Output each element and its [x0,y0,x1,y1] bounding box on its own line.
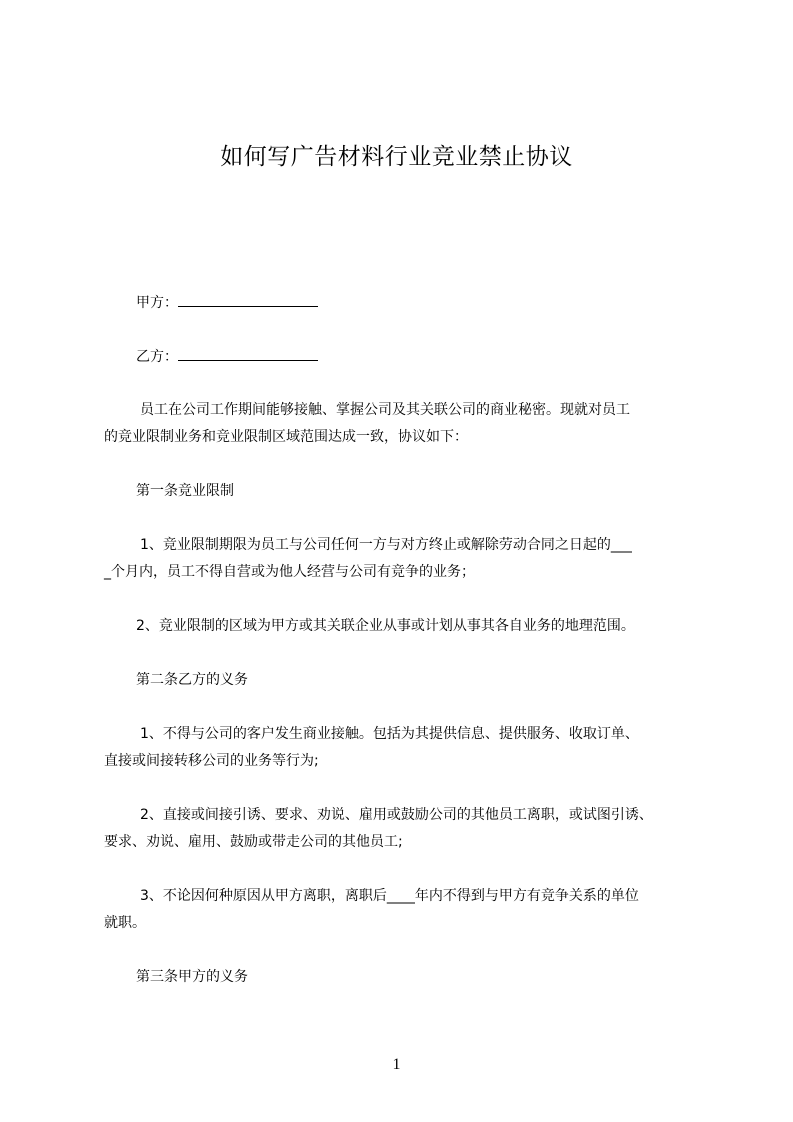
article-2-item-2-line-1: 2、直接或间接引诱、要求、劝说、雇用或鼓励公司的其他员工离职，或试图引诱、 [140,807,653,823]
document-title: 如何写广告材料行业竞业禁止协议 [220,144,573,170]
party-b-line [136,346,318,366]
article-2-heading: 第二条乙方的义务 [136,672,248,688]
party-b-blank [178,346,318,361]
article-2-item-3-line-1: 3、不论因何种原因从甲方离职，离职后____年内不得到与甲方有竞争关系的单位 [140,888,639,904]
article-2-item-3-line-2: 就职。 [104,915,146,931]
article-2-item-1-line-1: 1、不得与公司的客户发生商业接触。包括为其提供信息、提供服务、收取订单、 [140,726,639,742]
article-2-item-2-line-2: 要求、劝说、雇用、鼓励或带走公司的其他员工; [104,834,403,850]
article-2-item-1-line-2: 直接或间接转移公司的业务等行为; [104,753,319,769]
article-1-heading: 第一条竞业限制 [136,483,234,499]
article-3-heading: 第三条甲方的义务 [136,969,248,985]
article-1-item-2: 2、竞业限制的区域为甲方或其关联企业从事或计划从事其各自业务的地理范围。 [136,618,635,634]
intro-line-2: 的竞业限制业务和竞业限制区域范围达成一致，协议如下： [104,429,468,445]
article-1-item-1-line-1: 1、竞业限制期限为员工与公司任何一方与对方终止或解除劳动合同之日起的___ [140,537,632,553]
party-b-label: 乙方： [136,349,178,365]
party-a-label: 甲方： [136,295,178,311]
party-a-blank [178,292,318,307]
party-a-line [136,292,318,312]
intro-line-1: 员工在公司工作期间能够接触、掌握公司及其关联公司的商业秘密。现就对员工 [140,402,630,418]
article-1-item-1-line-2: _个月内，员工不得自营或为他人经营与公司有竞争的业务； [104,564,475,580]
page-number: 1 [392,1056,401,1073]
